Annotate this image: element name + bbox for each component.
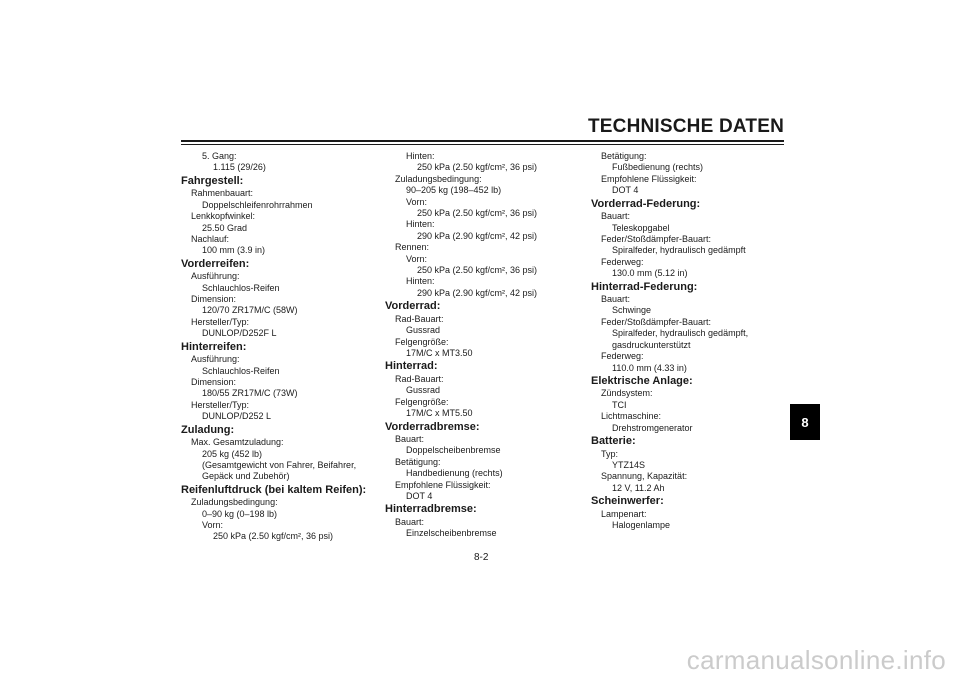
spec-line: Zuladungsbedingung:	[191, 497, 278, 508]
spec-line: 12 V, 11.2 Ah	[612, 482, 665, 493]
spec-line: 25.50 Grad	[202, 222, 248, 233]
spec-line: Feder/Stoßdämpfer-Bauart:	[601, 233, 712, 244]
spec-line: Vorn:	[202, 520, 224, 531]
spec-line: Dimension:	[191, 294, 237, 305]
section-heading: Fahrgestell:	[181, 174, 244, 187]
spec-line: TCI	[612, 399, 627, 410]
spec-line: Schwinge	[612, 305, 652, 316]
spec-line: 290 kPa (2.90 kgf/cm², 42 psi)	[417, 287, 538, 298]
spec-line: Teleskopgabel	[612, 222, 670, 233]
spec-line: Felgengröße:	[395, 396, 449, 407]
spec-line: Ausführung:	[191, 271, 240, 282]
spec-line: 5. Gang:	[202, 151, 237, 161]
title-rule-thin	[181, 144, 784, 145]
spec-line: 120/70 ZR17M/C (58W)	[202, 305, 298, 316]
section-heading: Vorderradbremse:	[385, 420, 480, 433]
spec-line: Betätigung:	[601, 151, 647, 161]
spec-line: Zuladungsbedingung:	[395, 173, 482, 184]
title-rule-thick	[181, 140, 784, 142]
spec-line: Spiralfeder, hydraulisch gedämpft,	[612, 328, 749, 339]
spec-line: Betätigung:	[395, 456, 441, 467]
spec-line: Felgengröße:	[395, 336, 449, 347]
spec-line: Dimension:	[191, 377, 237, 387]
spec-line: Max. Gesamtzuladung:	[191, 437, 284, 448]
spec-line: 250 kPa (2.50 kgf/cm², 36 psi)	[417, 265, 538, 276]
spec-column-1	[181, 151, 381, 543]
spec-line: Lichtmaschine:	[601, 411, 662, 422]
watermark: carmanualsonline.info	[686, 645, 946, 675]
spec-line: Rad-Bauart:	[395, 373, 444, 384]
spec-line: DOT 4	[612, 185, 639, 196]
spec-line: Doppelscheibenbremse	[406, 445, 501, 456]
page-title: TECHNISCHE DATEN	[587, 116, 784, 137]
spec-line: Ausführung:	[191, 354, 240, 365]
spec-line: 250 kPa (2.50 kgf/cm², 36 psi)	[417, 162, 538, 173]
spec-line: Schlauchlos-Reifen	[202, 365, 280, 376]
spec-line: YTZ14S	[612, 459, 646, 470]
spec-line: 290 kPa (2.90 kgf/cm², 42 psi)	[417, 230, 538, 241]
section-heading: Scheinwerfer:	[591, 495, 664, 508]
spec-line: Nachlauf:	[191, 233, 230, 244]
spec-line: 17M/C x MT3.50	[406, 348, 473, 358]
spec-line: DUNLOP/D252 L	[202, 411, 272, 422]
spec-line: Gussrad	[406, 385, 441, 396]
spec-line: 130.0 mm (5.12 in)	[612, 268, 688, 279]
spec-column-3	[591, 151, 791, 531]
spec-line: 180/55 ZR17M/C (73W)	[202, 388, 298, 399]
spec-line: Fußbedienung (rechts)	[612, 162, 704, 173]
section-heading: Hinterrad:	[385, 360, 438, 373]
spec-line: 1.115 (29/26)	[213, 162, 266, 173]
spec-line: DUNLOP/D252F L	[202, 328, 277, 339]
spec-line: Handbedienung (rechts)	[406, 468, 503, 479]
spec-line: Vorn:	[406, 253, 428, 264]
spec-line: Gussrad	[406, 325, 441, 336]
section-heading: Reifenluftdruck (bei kaltem Reifen):	[181, 483, 367, 496]
section-heading: Elektrische Anlage:	[591, 374, 693, 387]
spec-line: Lenkkopfwinkel:	[191, 211, 256, 222]
spec-line: 100 mm (3.9 in)	[202, 245, 266, 256]
chapter-tab: 8	[790, 404, 820, 440]
spec-line: Doppelschleifenrohrrahmen	[202, 199, 313, 210]
spec-line: 205 kg (452 lb)	[202, 448, 263, 459]
spec-line: 90–205 kg (198–452 lb)	[406, 185, 502, 196]
section-heading: Batterie:	[591, 435, 636, 448]
section-heading: Hinterreifen:	[181, 340, 247, 353]
spec-line: Hersteller/Typ:	[191, 399, 250, 410]
section-heading: Hinterrad-Federung:	[591, 280, 698, 293]
spec-line: Hinten:	[406, 151, 435, 161]
spec-line: DOT 4	[406, 491, 433, 502]
spec-line: 17M/C x MT5.50	[406, 408, 473, 419]
spec-line: Vorn:	[406, 196, 428, 207]
spec-line: Spannung, Kapazität:	[601, 471, 688, 482]
spec-line: Halogenlampe	[612, 520, 671, 531]
spec-line: Zündsystem:	[601, 388, 653, 399]
spec-line: Drehstromgenerator	[612, 422, 693, 433]
spec-line: Empfohlene Flüssigkeit:	[395, 479, 491, 490]
spec-line: Gepäck und Zubehör)	[202, 471, 290, 482]
section-heading: Zuladung:	[181, 423, 235, 436]
section-heading: Hinterradbremse:	[385, 503, 477, 516]
spec-line: Rahmenbauart:	[191, 188, 254, 199]
spec-line: gasdruckunterstützt	[612, 339, 691, 350]
spec-line: Federweg:	[601, 351, 644, 362]
spec-line: Schlauchlos-Reifen	[202, 282, 280, 293]
spec-line: Hinten:	[406, 219, 435, 230]
section-heading: Vorderreifen:	[181, 257, 250, 270]
spec-line: Federweg:	[601, 256, 644, 267]
spec-line: Empfohlene Flüssigkeit:	[601, 173, 697, 184]
spec-line: Typ:	[601, 448, 619, 459]
spec-line: Lampenart:	[601, 508, 647, 519]
spec-line: 250 kPa (2.50 kgf/cm², 36 psi)	[213, 531, 334, 542]
page-number: 8-2	[474, 552, 489, 563]
spec-line: Spiralfeder, hydraulisch gedämpft	[612, 245, 746, 256]
spec-line: Rad-Bauart:	[395, 313, 444, 324]
spec-line: 250 kPa (2.50 kgf/cm², 36 psi)	[417, 208, 538, 219]
spec-line: Hersteller/Typ:	[191, 316, 250, 327]
spec-line: Bauart:	[601, 211, 631, 222]
spec-line: 110.0 mm (4.33 in)	[612, 362, 687, 373]
spec-line: Einzelscheibenbremse	[406, 528, 497, 539]
spec-line: 0–90 kg (0–198 lb)	[202, 508, 278, 519]
section-heading: Vorderrad:	[385, 300, 441, 313]
spec-line: (Gesamtgewicht von Fahrer, Beifahrer,	[202, 459, 357, 470]
spec-line: Hinten:	[406, 276, 435, 287]
spec-line: Bauart:	[395, 516, 425, 527]
spec-line: Feder/Stoßdämpfer-Bauart:	[601, 316, 712, 327]
section-heading: Vorderrad-Federung:	[591, 197, 701, 210]
spec-column-2	[385, 151, 585, 540]
spec-line: Bauart:	[395, 434, 425, 445]
spec-line: Bauart:	[601, 294, 631, 305]
spec-line: Rennen:	[395, 242, 430, 253]
